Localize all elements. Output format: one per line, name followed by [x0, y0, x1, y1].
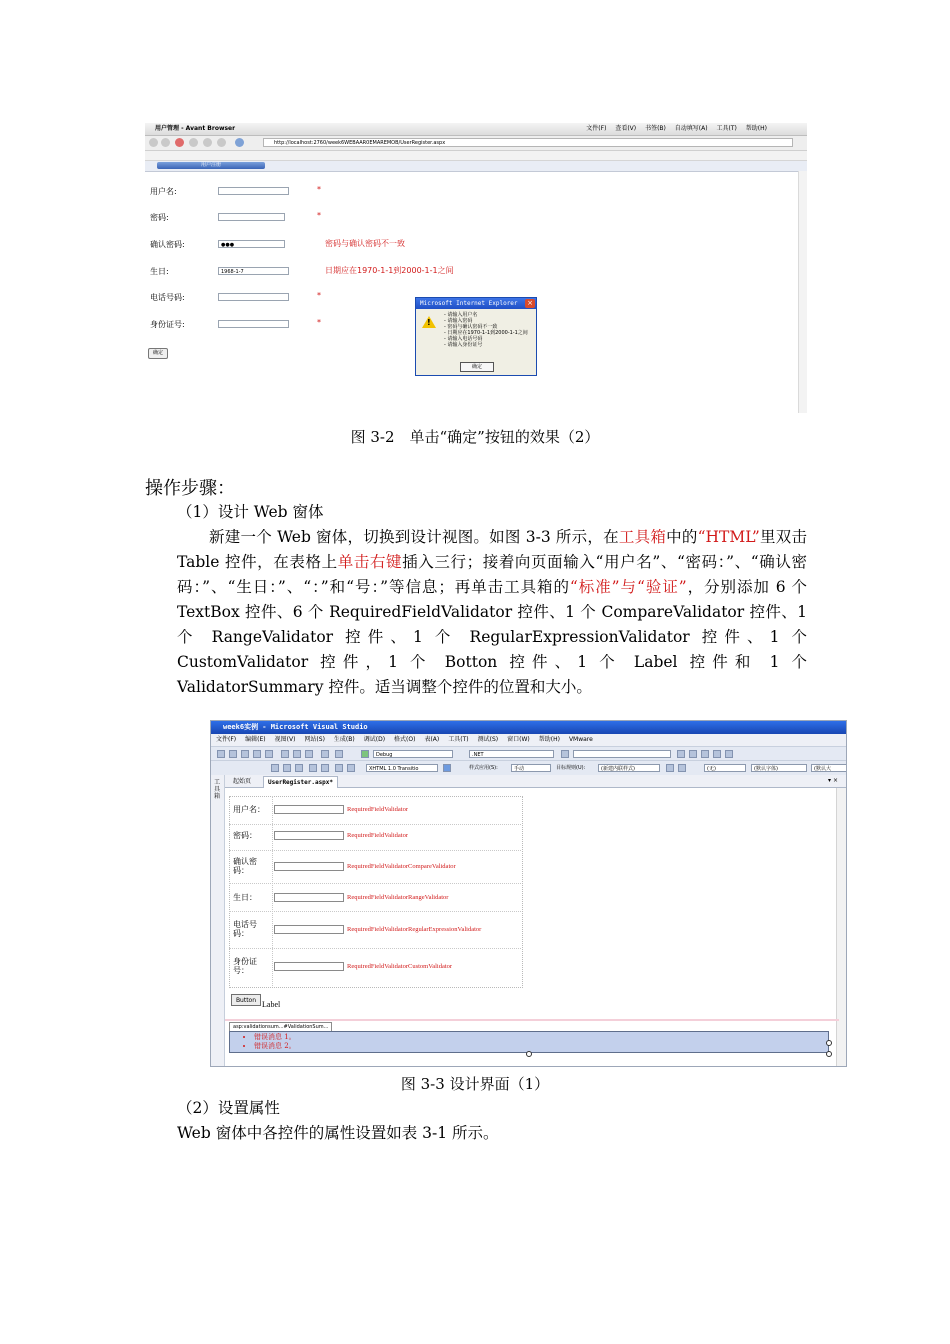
copy-icon[interactable] [293, 750, 301, 758]
textbox-birthday[interactable] [274, 893, 344, 902]
dialog-message: - 日期应在1970-1-1到2000-1-1之间 [444, 330, 528, 336]
resize-handle[interactable] [826, 1051, 832, 1057]
highlight-toolbox: 工具箱 [618, 528, 667, 546]
text-run: ，分别添加 6 个 TextBox 控件、6 个 RequiredFieldValidator 控件、1 个 CompareValidator 控件、1 个 RangeValidator 控件、1 个 RegularExpressionValidator 控件、1 个 CustomValidator 控件，1 个 Botton 控件、1 个 Label 控件和 1 个 ValidatorSummary 控件。适当调整个控件的位置和大小。 [177, 578, 807, 696]
vs-menu-bar [211, 734, 847, 746]
step1-title: （1）设计 Web 窗体 [177, 503, 324, 521]
find-icon[interactable] [561, 750, 569, 758]
forward-icon[interactable] [161, 138, 170, 147]
size-select[interactable]: (默认大 [811, 764, 847, 772]
target-rule-label: 目标规则(U): [556, 765, 586, 771]
design-icon[interactable] [271, 764, 279, 772]
cut-icon[interactable] [281, 750, 289, 758]
required-star: * [317, 291, 321, 300]
toolbox-side-panel[interactable] [211, 775, 225, 1067]
validator-text: RequiredFieldValidator [347, 806, 409, 813]
open-icon[interactable] [241, 750, 249, 758]
tab-user-register[interactable]: 用户注册 [157, 162, 265, 169]
text-run: 里双击 Table 控件，在表格上 [177, 528, 807, 571]
input-birthday[interactable]: 1968-1-7 [218, 267, 289, 275]
resize-handle[interactable] [826, 1040, 832, 1046]
undo-icon[interactable] [321, 750, 329, 758]
browser-menu-bar [579, 123, 767, 135]
alert-dialog [415, 297, 537, 376]
textbox-phone[interactable] [274, 925, 344, 934]
input-phone[interactable] [218, 293, 289, 301]
vs-menu-website[interactable]: 网站(S) [304, 736, 325, 743]
home-icon[interactable] [203, 138, 212, 147]
menu-bookmarks[interactable]: 书签(B) [645, 125, 666, 132]
vs-menu-view[interactable]: 视图(V) [274, 736, 296, 743]
document-tabs [225, 775, 847, 788]
menu-view[interactable]: 查看(V) [615, 125, 637, 132]
indent-icon[interactable] [309, 764, 317, 772]
tab-dropdown-icon[interactable]: ▾ × [828, 777, 838, 784]
dialog-message: - 请输入密码 [444, 318, 528, 324]
object-browser-icon[interactable] [701, 750, 709, 758]
warning-mark: ! [427, 318, 431, 327]
summary-item: • 错误消息 1。 [254, 1033, 296, 1042]
style-apply-label: 样式应用(S): [469, 765, 498, 771]
search-row [145, 151, 807, 161]
config-debug-select[interactable]: Debug [373, 750, 453, 758]
refresh-icon[interactable] [189, 138, 198, 147]
input-password[interactable] [218, 213, 285, 221]
properties-icon[interactable] [689, 750, 697, 758]
source-icon[interactable] [295, 764, 303, 772]
vs-menu-edit[interactable]: 编辑(E) [245, 736, 266, 743]
dialog-message: - 请输入用户名 [444, 312, 528, 318]
comment-icon[interactable] [335, 764, 343, 772]
validator-text: RequiredFieldValidatorRegularExpressionValidator [347, 926, 482, 933]
style-manager-icon[interactable] [678, 764, 686, 772]
favorites-icon[interactable] [217, 138, 226, 147]
save-icon[interactable] [253, 750, 261, 758]
vs-menu-debug[interactable]: 调试(D) [363, 736, 386, 743]
menu-help[interactable]: 帮助(H) [745, 125, 767, 132]
menu-file[interactable]: 文件(F) [586, 125, 607, 132]
solution-explorer-icon[interactable] [677, 750, 685, 758]
tab-start-page[interactable]: 起始页 [233, 778, 252, 785]
submit-button[interactable]: 确定 [148, 348, 168, 359]
doctype-select[interactable]: XHTML 1.0 Transitio [366, 764, 438, 772]
browser-title: 用户管理 - Avant Browser [155, 125, 236, 132]
highlight-html: “HTML” [697, 528, 760, 546]
resize-handle[interactable] [526, 1051, 532, 1057]
button-control[interactable]: Button [231, 994, 261, 1006]
validator-text: RequiredFieldValidatorCustomValidator [347, 963, 453, 970]
vs-menu-table[interactable]: 表(A) [424, 736, 440, 743]
address-bar[interactable]: http://localhost:2760/week6WEBAAR0EMAREMOB/UserRegister.aspx [263, 138, 793, 147]
dialog-message: - 请输入身份证号 [444, 342, 528, 348]
style-mode-select[interactable]: 手动 [511, 764, 551, 772]
textbox-password[interactable] [274, 831, 344, 840]
textbox-id[interactable] [274, 962, 344, 971]
compare-error: 密码与确认密码不一致 [325, 239, 405, 248]
label-birthday: 生日: [150, 267, 169, 276]
tab-user-register-aspx[interactable]: UserRegister.aspx* [263, 776, 338, 788]
dialog-message-list [444, 312, 528, 348]
dialog-ok-button[interactable]: 确定 [460, 362, 494, 372]
label-password: 密码: [150, 213, 169, 222]
step2-title: （2）设置属性 [177, 1099, 280, 1117]
highlight-standard-validation: “标准”与“验证” [569, 578, 687, 596]
layout-guide [225, 1019, 839, 1021]
section-heading: 操作步骤： [145, 478, 235, 499]
vs-menu-vmware[interactable]: VMware [568, 736, 593, 743]
find-combo[interactable] [573, 750, 671, 758]
vs-menu-file[interactable]: 文件(F) [216, 736, 237, 743]
range-error: 日期应在1970-1-1到2000-1-1之间 [325, 266, 454, 275]
highlight-right-click: 单击右键 [337, 553, 403, 571]
figure-caption-3-3: 图 3-3 设计界面（1） [400, 1075, 550, 1093]
new-project-icon[interactable] [217, 750, 225, 758]
validator-text: RequiredFieldValidatorCompareValidator [347, 863, 456, 870]
textbox-username[interactable] [274, 805, 344, 814]
split-icon[interactable] [283, 764, 291, 772]
validation-summary-tag[interactable]: asp:validationsum...#ValidationSum... [229, 1022, 332, 1033]
style-icon[interactable] [666, 764, 674, 772]
dialog-message: - 请输入电话号码 [444, 336, 528, 342]
step1-paragraph [177, 525, 807, 700]
text-run: 新建一个 Web 窗体，切换到设计视图。如图 3-3 所示，在 [209, 528, 619, 546]
table-col-divider [272, 796, 273, 986]
input-username[interactable] [218, 187, 289, 195]
save-all-icon[interactable] [265, 750, 273, 758]
vs-menu-help[interactable]: 帮助(H) [538, 736, 560, 743]
stop-icon[interactable] [175, 138, 184, 147]
figure-browser-screenshot [145, 123, 807, 413]
menu-tools[interactable]: 工具(T) [716, 125, 737, 132]
toolbox-side-label: 工具箱 [214, 779, 221, 800]
paste-icon[interactable] [305, 750, 313, 758]
row-label-id: 身份证号： [233, 957, 257, 975]
required-star: * [317, 185, 321, 194]
vs-menu-format[interactable]: 格式(O) [394, 736, 416, 743]
label-phone: 电话号码: [150, 293, 185, 302]
row-label-password: 密码： [233, 831, 257, 840]
start-page-icon[interactable] [725, 750, 733, 758]
summary-list [254, 1033, 296, 1051]
redo-icon[interactable] [335, 750, 343, 758]
validation-summary-control[interactable] [229, 1031, 829, 1053]
text-run: 中的 [666, 528, 698, 546]
page-scrollbar[interactable] [798, 171, 807, 413]
vs-formatting-toolbar [211, 760, 847, 776]
uncomment-icon[interactable] [347, 764, 355, 772]
browser-tab-bar [145, 161, 807, 172]
label-username: 用户名: [150, 187, 177, 196]
label-confirm-password: 确认密码: [150, 240, 185, 249]
row-label-username: 用户名： [233, 805, 265, 814]
vs-menu-test[interactable]: 测试(S) [477, 736, 499, 743]
vs-menu-window[interactable]: 窗口(W) [507, 736, 530, 743]
validator-text: RequiredFieldValidatorRangeValidator [347, 894, 449, 901]
block-format-select[interactable]: (无) [704, 764, 746, 772]
add-item-icon[interactable] [229, 750, 237, 758]
go-icon[interactable] [235, 138, 244, 147]
input-id-number[interactable] [218, 320, 289, 328]
vs-title-bar: week6实例 - Microsoft Visual Studio [211, 721, 847, 734]
toolbox-icon[interactable] [713, 750, 721, 758]
vs-menu-tools[interactable]: 工具(T) [448, 736, 469, 743]
input-confirm-password[interactable]: ●●● [218, 240, 285, 248]
step2-paragraph: Web 窗体中各控件的属性设置如表 3-1 所示。 [177, 1124, 499, 1142]
figure-visual-studio-screenshot [210, 720, 847, 1067]
close-icon[interactable]: × [525, 299, 535, 308]
row-label-phone: 电话号码： [233, 920, 257, 938]
validate-icon[interactable] [443, 764, 451, 772]
vs-menu-build[interactable]: 生成(B) [333, 736, 355, 743]
menu-autofill[interactable]: 自动填写(A) [674, 125, 708, 132]
figure-caption-3-2: 图 3-2 单击“确定”按钮的效果（2） [350, 428, 600, 446]
row-label-confirm: 确认密码： [233, 857, 257, 875]
summary-item: • 错误消息 2。 [254, 1042, 296, 1051]
start-debug-icon[interactable] [361, 750, 369, 758]
back-icon[interactable] [149, 138, 158, 147]
validator-text: RequiredFieldValidator [347, 832, 409, 839]
dialog-title: Microsoft Internet Explorer [416, 298, 536, 309]
dialog-message: - 密码与确认密码不一致 [444, 324, 528, 330]
font-select[interactable]: (默认字体) [751, 764, 807, 772]
vs-standard-toolbar [211, 746, 847, 761]
row-label-birthday: 生日： [233, 893, 257, 902]
label-id-number: 身份证号: [150, 320, 185, 329]
target-rule-select[interactable]: (新建内联样式) [598, 764, 660, 772]
text-run: 插入三行；接着向页面输入“用户名”、“密码：”、“确认密码：”、“生日：”、“：”和“号：”等信息；再单击工具箱的 [177, 553, 807, 596]
browser-title-bar [145, 123, 807, 136]
platform-select[interactable]: .NET [469, 750, 554, 758]
editor-scrollbar[interactable] [836, 788, 846, 1067]
outdent-icon[interactable] [321, 764, 329, 772]
required-star: * [317, 318, 321, 327]
textbox-confirm[interactable] [274, 862, 344, 871]
label-control[interactable]: Label [262, 1000, 281, 1009]
required-star: * [317, 211, 321, 220]
